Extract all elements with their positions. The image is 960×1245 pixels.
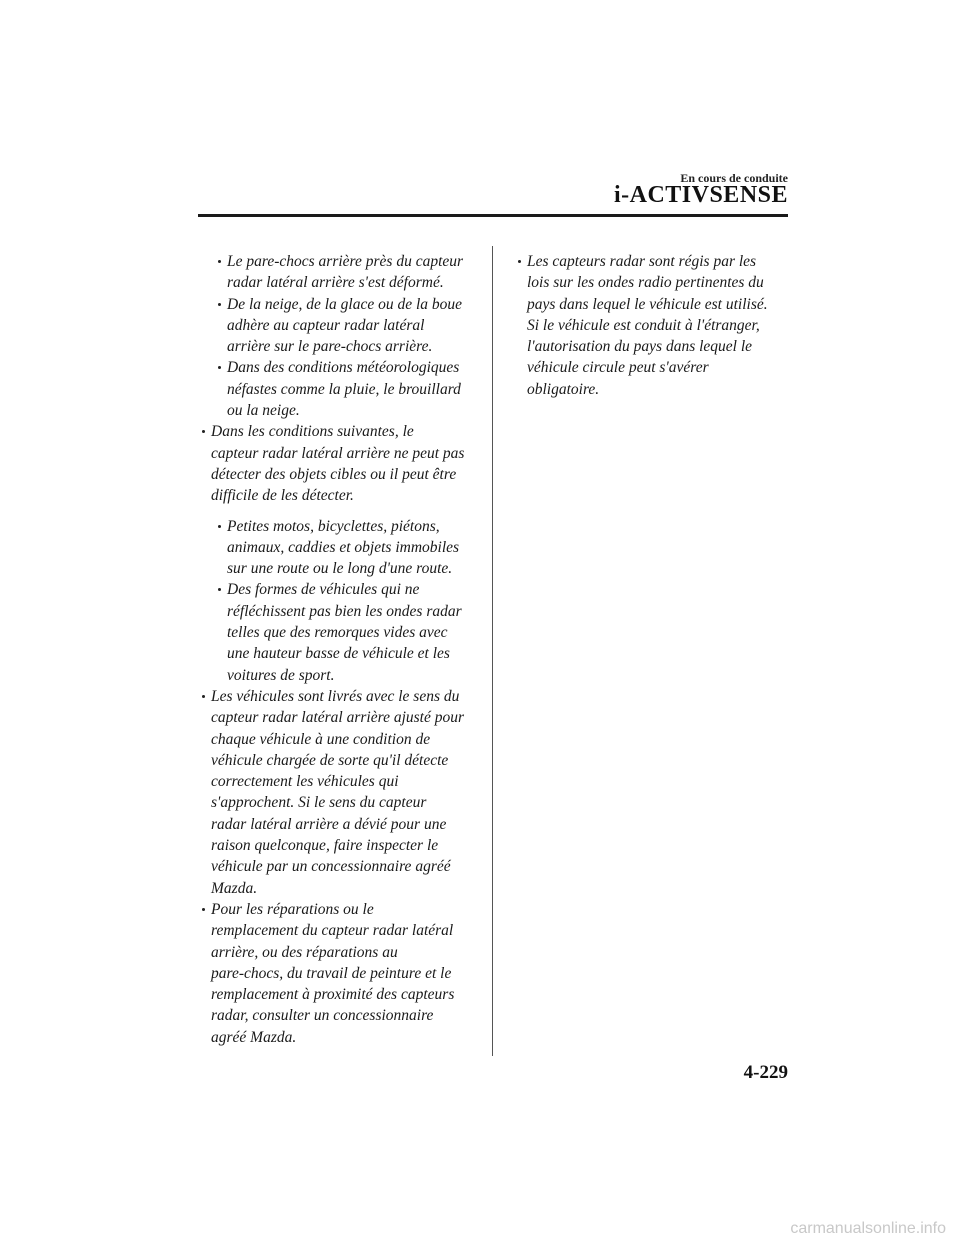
bullet-text: Petites motos, bicyclettes, piétons, animaux, caddies et objets immobiles sur une route ou le long d'une route. <box>227 517 460 578</box>
bullet-item <box>200 899 480 1048</box>
bullet-dot-icon <box>518 260 521 263</box>
right-column <box>516 251 796 400</box>
bullet-dot-icon <box>218 366 221 369</box>
sub-bullet-item <box>200 579 480 685</box>
sub-bullet-item <box>200 516 480 580</box>
bullet-text: Les véhicules sont livrés avec le sens du capteur radar latéral arrière ajusté pour chaque véhicule à une condition de véhicule chargée de sorte qu'il détecte correctement les véhicules qui s'approchent. Si le sens du capteur radar latéral arrière a dévié pour une raison quelconque, faire inspecter le véhicule par un concessionnaire agréé Mazda. <box>211 687 465 897</box>
bullet-dot-icon <box>218 260 221 263</box>
section-subtitle: En cours de conduite <box>680 171 788 185</box>
bullet-text: De la neige, de la glace ou de la boue adhère au capteur radar latéral arrière sur le pare-chocs arrière. <box>227 295 463 356</box>
sub-bullet-item <box>200 251 480 294</box>
bullet-dot-icon <box>202 430 205 433</box>
sub-bullet-item <box>200 294 480 358</box>
bullet-dot-icon <box>218 525 221 528</box>
bullet-dot-icon <box>202 908 205 911</box>
bullet-text: Les capteurs radar sont régis par les lois sur les ondes radio pertinentes du pays dans lequel le véhicule est utilisé. Si le véhicule est conduit à l'étranger, l'autorisation du pays dans lequel le véhicule circule peut s'avérer obligatoire. <box>527 253 768 398</box>
bullet-text: Le pare-chocs arrière près du capteur radar latéral arrière s'est déformé. <box>227 253 464 292</box>
bullet-text: Dans des conditions météorologiques néfastes comme la pluie, le brouillard ou la neige. <box>227 359 461 420</box>
bullet-dot-icon <box>202 695 205 698</box>
bullet-item <box>200 421 480 506</box>
section-title: i-ACTIVSENSE <box>613 182 788 208</box>
bullet-text: Des formes de véhicules qui ne réfléchissent pas bien les ondes radar telles que des remorques vides avec une hauteur basse de véhicule et les voitures de sport. <box>227 581 462 684</box>
left-column <box>200 251 480 1048</box>
bullet-text: Pour les réparations ou le remplacement du capteur radar latéral arrière, ou des réparations au pare-chocs, du travail de peinture et le remplacement à proximité des capteurs radar, consulter un concessionnaire agréé Mazda. <box>211 900 455 1046</box>
page-number: 4-229 <box>743 1062 788 1083</box>
bullet-dot-icon <box>218 303 221 306</box>
list-spacer <box>200 507 480 516</box>
header-rule <box>198 214 788 217</box>
sub-bullet-item <box>200 357 480 421</box>
bullet-dot-icon <box>218 588 221 591</box>
bullet-item <box>516 251 796 400</box>
bullet-text: Dans les conditions suivantes, le capteur radar latéral arrière ne peut pas détecter des objets cibles ou il peut être difficile de les détecter. <box>211 423 465 505</box>
bullet-item <box>200 686 480 899</box>
watermark: carmanualsonline.info <box>790 1220 946 1237</box>
column-divider <box>492 246 493 1056</box>
